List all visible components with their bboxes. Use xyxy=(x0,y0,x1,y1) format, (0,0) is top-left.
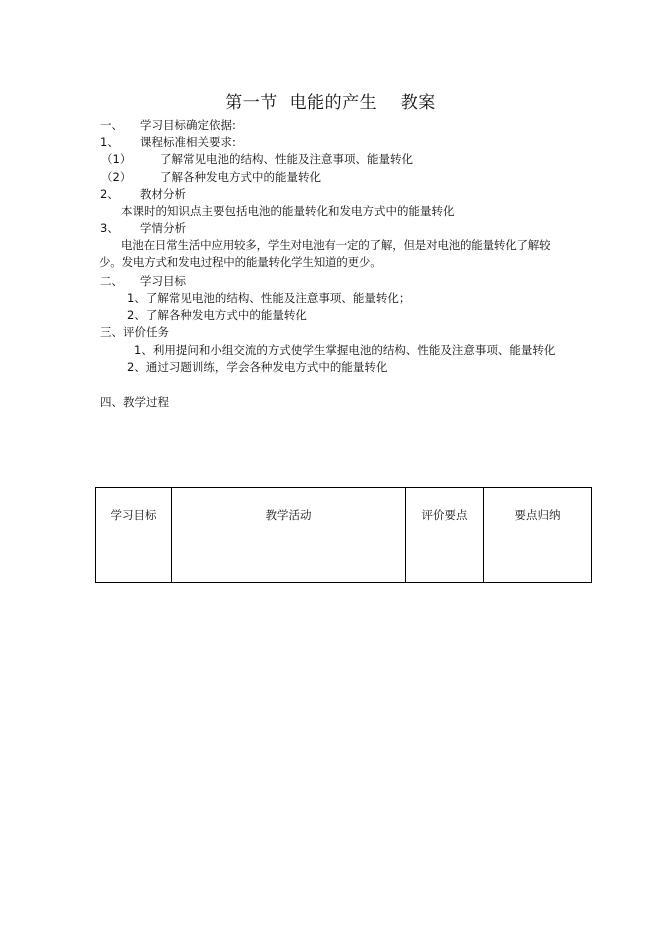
subitem-1-text: 了解常见电池的结构、性能及注意事项、能量转化 xyxy=(160,152,413,166)
objective-1: 1、了解常见电池的结构、性能及注意事项、能量转化； xyxy=(127,291,411,305)
section-4-heading: 四、教学过程 xyxy=(100,395,169,409)
section-2-number: 二、 xyxy=(100,274,123,288)
student-analysis-paragraph: 电池在日常生活中应用较多，学生对电池有一定的了解，但是对电池的能量转化了解较少。发电方式和发电过程中的能量转化学生知道的更少。 xyxy=(99,238,551,269)
item-1-heading: 课程标准相关要求: xyxy=(140,135,236,149)
subitem-2-number: （2） xyxy=(101,170,132,184)
item-3-number: 3、 xyxy=(100,221,119,235)
table-row xyxy=(96,488,592,583)
table-header-cell: 评价要点 xyxy=(406,488,484,583)
document-title: 第一节 电能的产生 教案 xyxy=(225,93,436,113)
item-1-number: 1、 xyxy=(100,135,119,149)
item-2-heading: 教材分析 xyxy=(140,187,186,201)
item-2-number: 2、 xyxy=(100,187,119,201)
table-header-cell: 要点归纳 xyxy=(484,488,592,583)
section-3-heading: 三、评价任务 xyxy=(100,325,169,339)
evaluation-task-2: 2、通过习题训练，学会各种发电方式中的能量转化 xyxy=(127,360,388,374)
subitem-1-number: （1） xyxy=(101,152,132,166)
textbook-analysis-text: 本课时的知识点主要包括电池的能量转化和发电方式中的能量转化 xyxy=(121,204,455,218)
table-header-cell: 教学活动 xyxy=(172,488,406,583)
section-2-heading: 学习目标 xyxy=(140,274,186,288)
section-1-heading: 学习目标确定依据: xyxy=(140,118,236,132)
objective-2: 2、了解各种发电方式中的能量转化 xyxy=(127,308,307,322)
evaluation-task-1: 1、利用提问和小组交流的方式使学生掌握电池的结构、性能及注意事项、能量转化 xyxy=(134,343,556,357)
subitem-2-text: 了解各种发电方式中的能量转化 xyxy=(160,170,321,184)
table-header-cell: 学习目标 xyxy=(96,488,172,583)
item-3-heading: 学情分析 xyxy=(140,221,186,235)
teaching-process-table xyxy=(95,487,592,583)
section-1-number: 一、 xyxy=(100,118,123,132)
